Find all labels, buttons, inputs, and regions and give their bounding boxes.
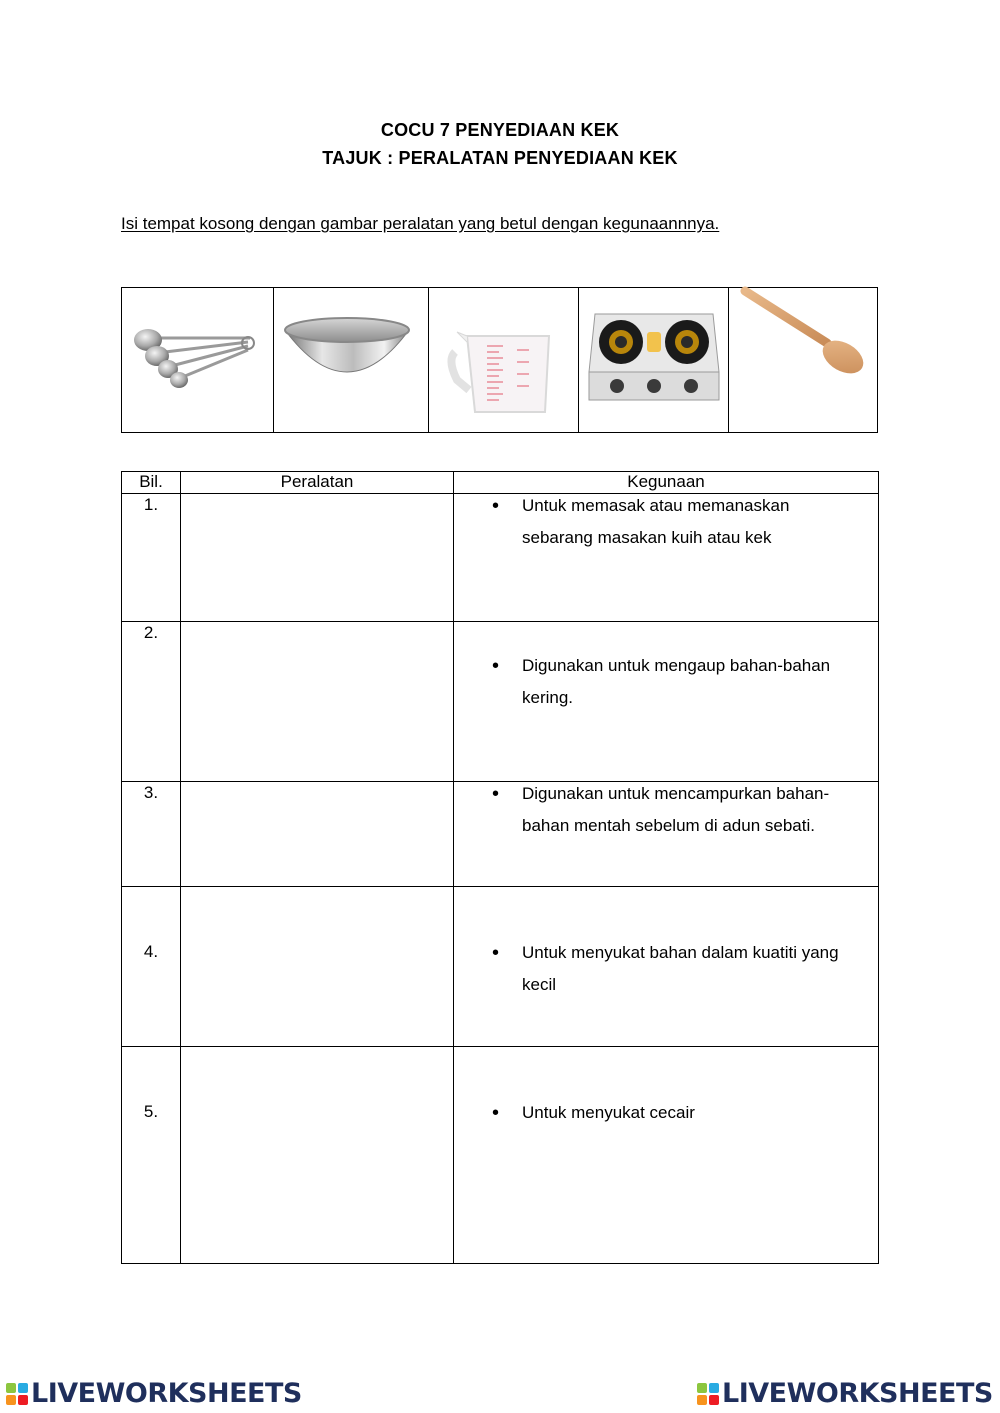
row-number: 2. bbox=[143, 623, 159, 642]
row-number: 1. bbox=[143, 495, 159, 514]
liveworksheets-blocks-icon bbox=[697, 1383, 719, 1405]
bullet-icon: • bbox=[492, 942, 500, 964]
bullet-icon: • bbox=[492, 655, 500, 677]
gas-stove-icon bbox=[587, 312, 721, 402]
answer-table bbox=[121, 471, 879, 1264]
table-row bbox=[122, 622, 879, 782]
worksheet-title: COCU 7 PENYEDIAAN KEK bbox=[380, 120, 620, 140]
instruction-text: Isi tempat kosong dengan gambar peralatan yang betul dengan kegunaannnya. bbox=[121, 214, 720, 233]
measuring-jug-image[interactable] bbox=[429, 288, 579, 432]
kegunaan-text: Untuk menyukat cecair bbox=[522, 1103, 695, 1122]
measuring-spoons-icon bbox=[130, 320, 270, 400]
kegunaan-text-cont: kecil bbox=[522, 975, 557, 994]
drop-zone-4[interactable] bbox=[181, 887, 454, 1047]
row-number: 4. bbox=[143, 942, 159, 961]
bullet-icon: • bbox=[492, 1102, 500, 1124]
kegunaan-cell bbox=[454, 1047, 879, 1264]
liveworksheets-logo-right bbox=[697, 1378, 993, 1409]
kegunaan-text-cont: sebarang masakan kuih atau kek bbox=[522, 528, 772, 547]
kegunaan-text: Digunakan untuk mencampurkan bahan- bbox=[522, 784, 830, 803]
drop-zone-5[interactable] bbox=[181, 1047, 454, 1264]
gas-stove-image[interactable] bbox=[579, 288, 729, 432]
mixing-bowl-image[interactable] bbox=[274, 288, 429, 432]
drop-zone-3[interactable] bbox=[181, 782, 454, 887]
liveworksheets-logo-left bbox=[6, 1378, 302, 1409]
kegunaan-cell bbox=[454, 782, 879, 887]
kegunaan-cell bbox=[454, 622, 879, 782]
table-row bbox=[122, 1047, 879, 1264]
mixing-bowl-icon bbox=[281, 314, 413, 394]
wooden-spoon-icon bbox=[739, 285, 869, 381]
bullet-icon: • bbox=[492, 495, 500, 517]
kegunaan-text: Untuk memasak atau memanaskan bbox=[522, 496, 790, 515]
drop-zone-2[interactable] bbox=[181, 622, 454, 782]
kegunaan-cell bbox=[454, 494, 879, 622]
drop-zone-1[interactable] bbox=[181, 494, 454, 622]
worksheet-topic: TAJUK : PERALATAN PENYEDIAAN KEK bbox=[322, 148, 678, 168]
kegunaan-text-cont: bahan mentah sebelum di adun sebati. bbox=[522, 816, 815, 835]
header-bil: Bil. bbox=[122, 472, 181, 494]
measuring-jug-icon bbox=[447, 330, 565, 418]
kegunaan-cell bbox=[454, 887, 879, 1047]
kegunaan-text: Untuk menyukat bahan dalam kuatiti yang bbox=[522, 943, 839, 962]
table-row bbox=[122, 887, 879, 1047]
bullet-icon: • bbox=[492, 783, 500, 805]
kegunaan-text-cont: kering. bbox=[522, 688, 574, 707]
liveworksheets-blocks-icon bbox=[6, 1383, 28, 1405]
header-kegunaan: Kegunaan bbox=[454, 472, 879, 494]
wooden-spoon-image[interactable] bbox=[729, 288, 877, 432]
measuring-spoons-image[interactable] bbox=[122, 288, 274, 432]
table-row bbox=[122, 782, 879, 887]
liveworksheets-brand: LIVEWORKSHEETS bbox=[722, 1378, 993, 1409]
kegunaan-text: Digunakan untuk mengaup bahan-bahan bbox=[522, 656, 831, 675]
row-number: 3. bbox=[143, 783, 159, 802]
header-peralatan: Peralatan bbox=[181, 472, 454, 494]
image-bank bbox=[121, 287, 878, 433]
table-row bbox=[122, 494, 879, 622]
row-number: 5. bbox=[143, 1102, 159, 1121]
liveworksheets-brand: LIVEWORKSHEETS bbox=[31, 1378, 302, 1409]
